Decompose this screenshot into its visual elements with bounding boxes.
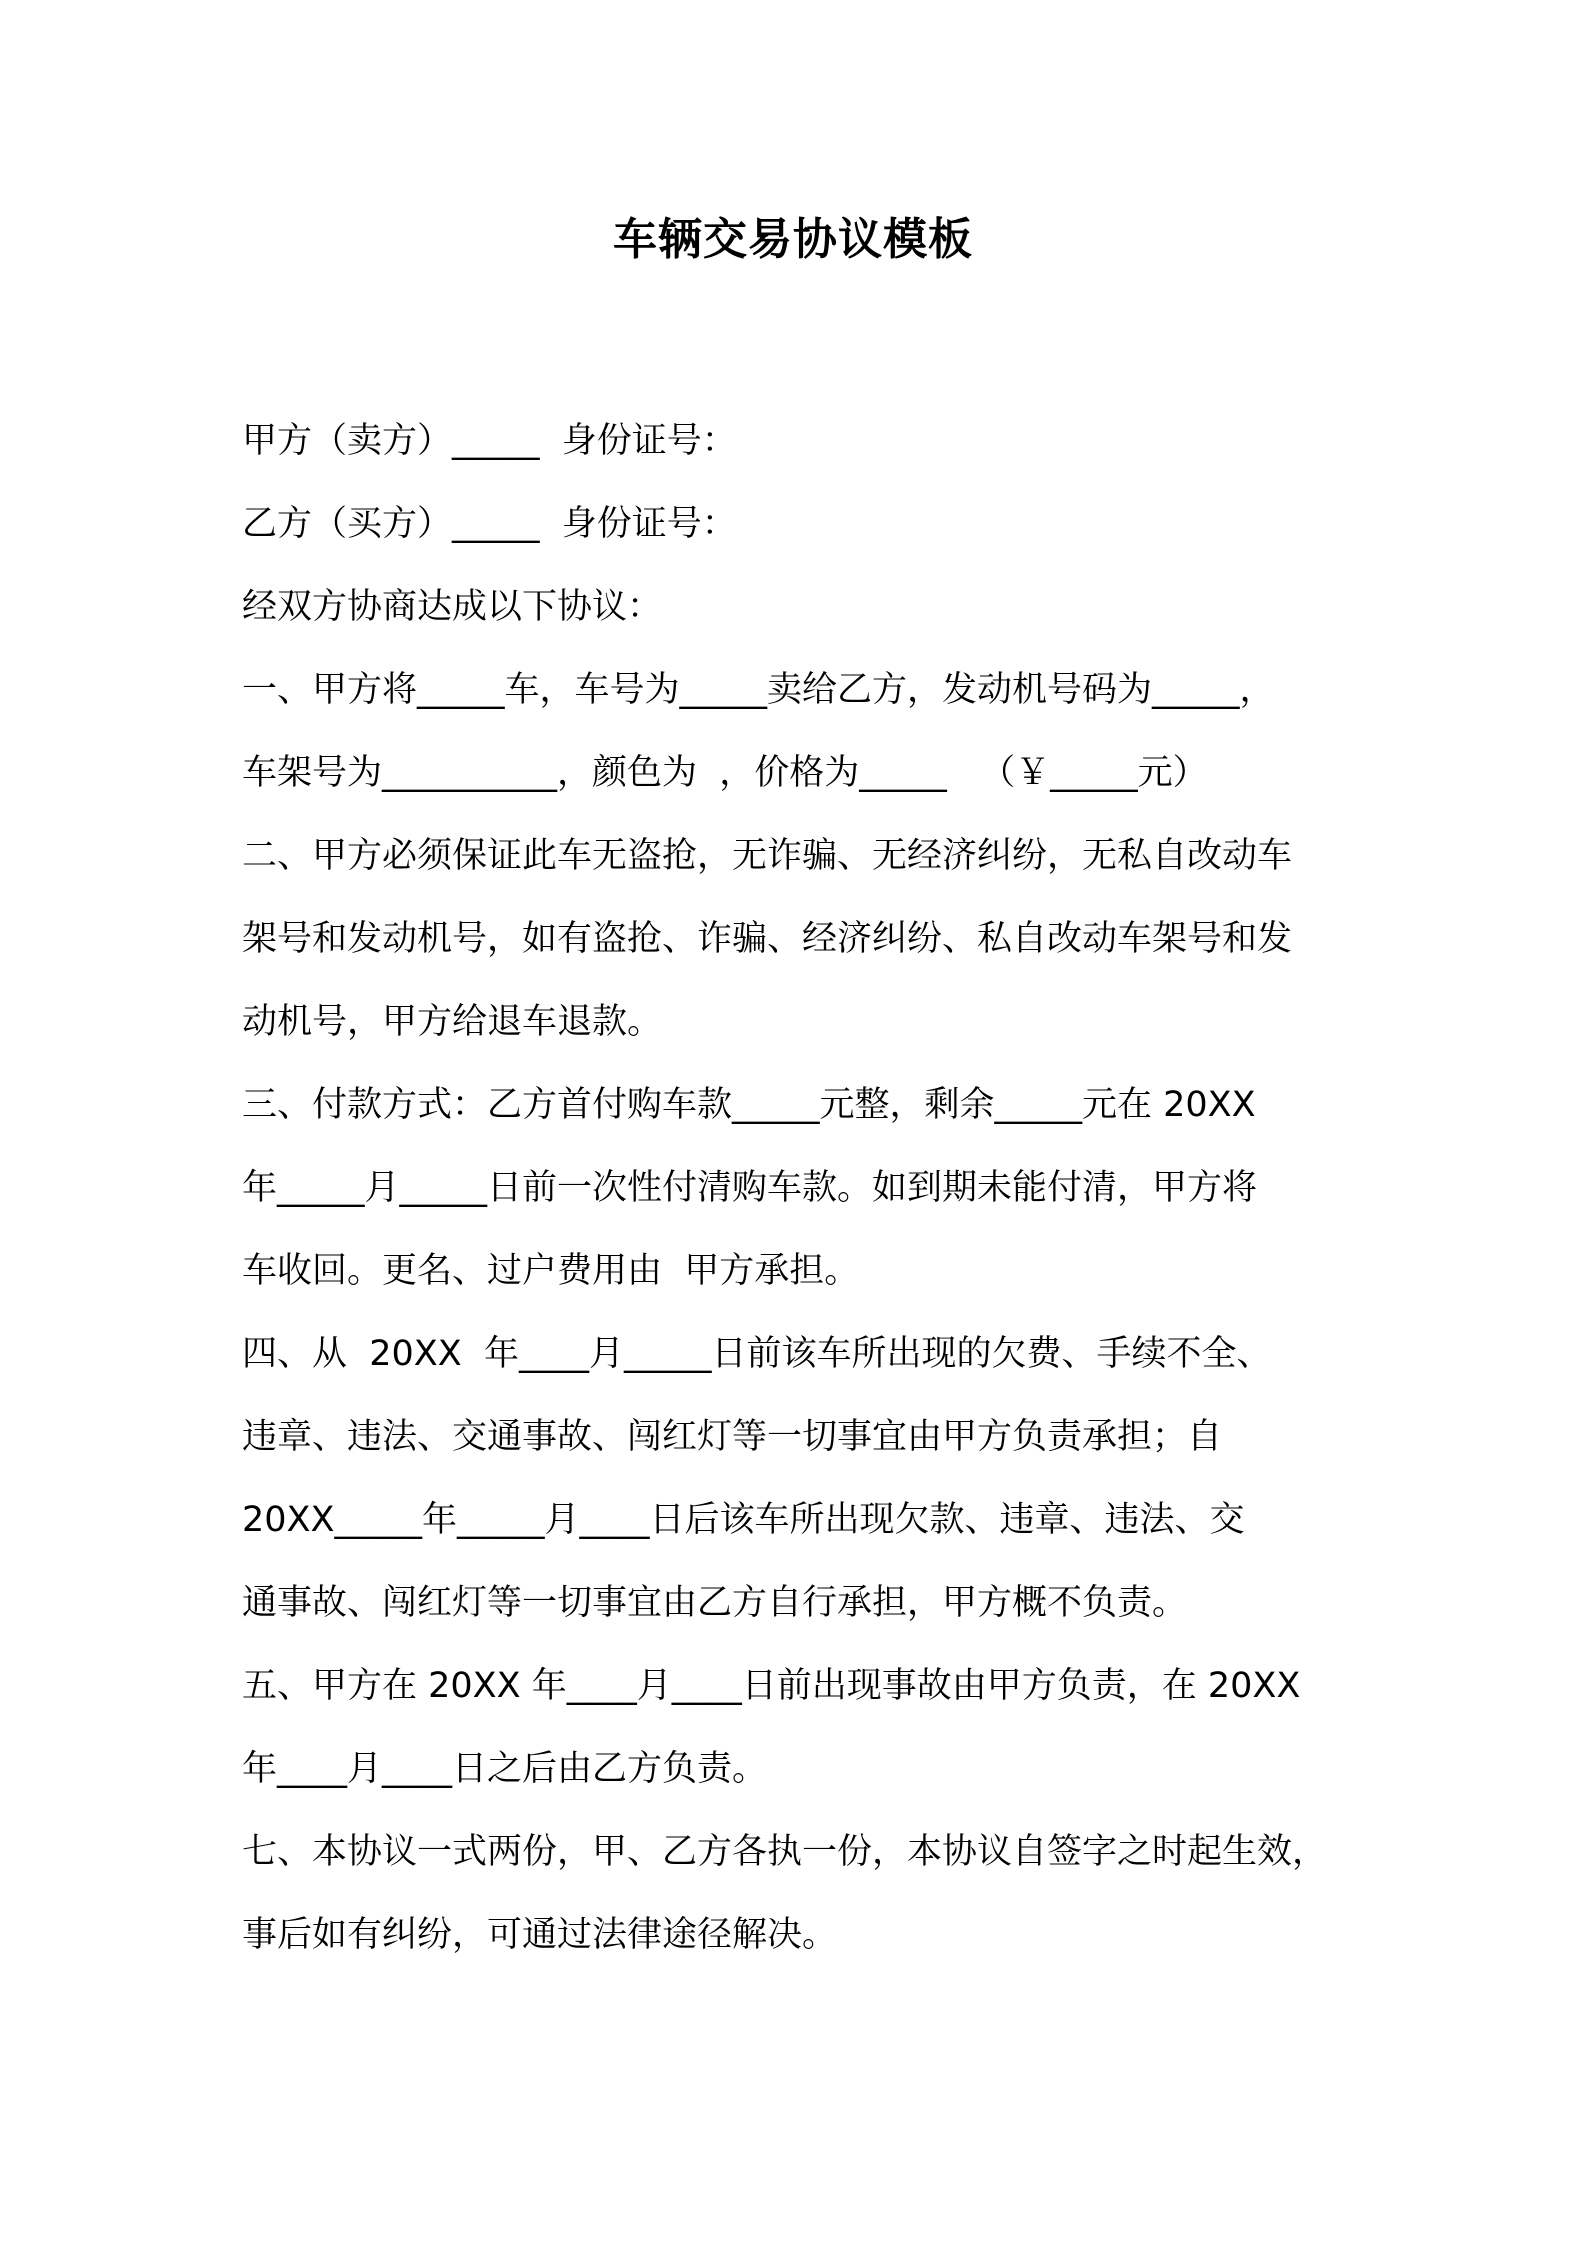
clause-4-line-1: 四、从 20XX 年____月_____日前该车所出现的欠费、手续不全、	[242, 1334, 1272, 1374]
clause-4-line-4: 通事故、闯红灯等一切事宜由乙方自行承担，甲方概不负责。	[242, 1583, 1188, 1623]
buyer-line: 乙方（买方）_____ 身份证号：	[242, 504, 737, 544]
clause-7-line-1: 七、本协议一式两份，甲、乙方各执一份，本协议自签字之时起生效，	[242, 1832, 1328, 1872]
clause-3-line-1: 三、付款方式：乙方首付购车款_____元整，剩余_____元在 20XX	[242, 1085, 1256, 1125]
clause-1-line-1: 一、甲方将_____车，车号为_____卖给乙方，发动机号码为_____，	[242, 670, 1275, 710]
clause-5-line-2: 年____月____日之后由乙方负责。	[242, 1749, 768, 1789]
clause-4-line-2: 违章、违法、交通事故、闯红灯等一切事宜由甲方负责承担；自	[242, 1417, 1223, 1457]
clause-5-line-1: 五、甲方在 20XX 年____月____日前出现事故由甲方负责，在 20XX	[242, 1666, 1301, 1706]
clause-2-line-3: 动机号，甲方给退车退款。	[242, 1002, 663, 1042]
clause-3-line-3: 车收回。更名、过户费用由 甲方承担。	[242, 1251, 860, 1291]
agreement-body	[242, 400, 1362, 1977]
document-title: 车辆交易协议模板	[613, 214, 973, 265]
clause-1-line-2: 车架号为__________，颜色为 ，价格为_____ （￥_____元）	[242, 753, 1208, 793]
clause-2-line-1: 二、甲方必须保证此车无盗抢，无诈骗、无经济纠纷，无私自改动车	[242, 836, 1293, 876]
clause-3-line-2: 年_____月_____日前一次性付清购车款。如到期未能付清，甲方将	[242, 1168, 1258, 1208]
clause-4-line-3: 20XX_____年_____月____日后该车所出现欠款、违章、违法、交	[242, 1500, 1245, 1540]
clause-7-line-2: 事后如有纠纷，可通过法律途径解决。	[242, 1915, 838, 1955]
clause-2-line-2: 架号和发动机号，如有盗抢、诈骗、经济纠纷、私自改动车架号和发	[242, 919, 1293, 959]
seller-line: 甲方（卖方）_____ 身份证号：	[242, 421, 737, 461]
agreement-intro: 经双方协商达成以下协议：	[242, 587, 663, 627]
